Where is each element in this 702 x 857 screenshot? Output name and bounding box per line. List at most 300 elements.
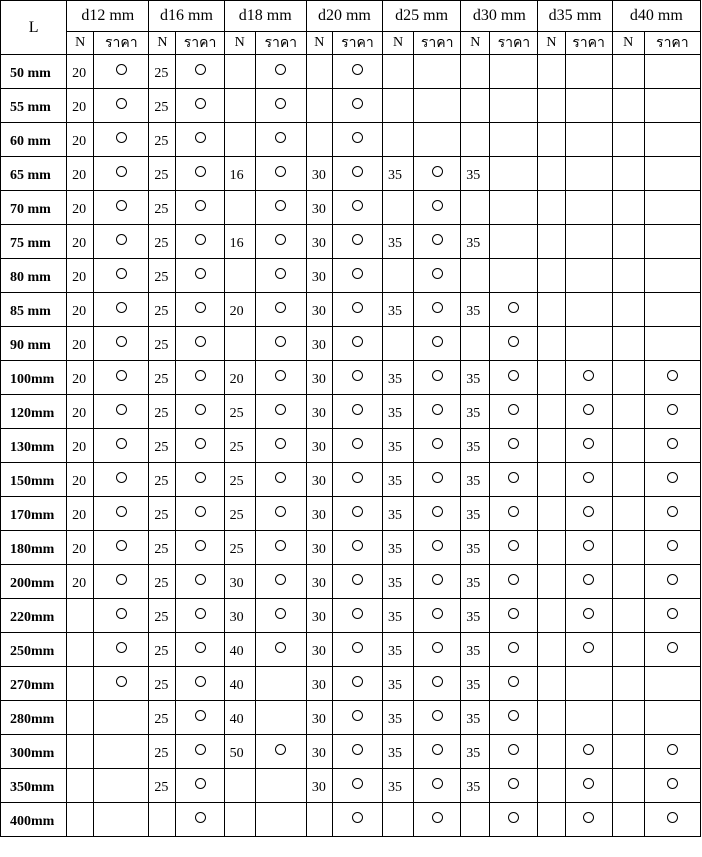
subheader-price: ราคา bbox=[176, 32, 224, 55]
circle-mark-icon bbox=[116, 642, 127, 653]
cell-n-value bbox=[538, 565, 565, 599]
circle-mark-icon bbox=[432, 778, 443, 789]
cell-n-value bbox=[306, 89, 332, 123]
cell-n-value: 35 bbox=[461, 497, 490, 531]
cell-price-mark bbox=[490, 259, 538, 293]
cell-price-mark bbox=[332, 531, 382, 565]
circle-mark-icon bbox=[275, 540, 286, 551]
row-length-label: 300mm bbox=[1, 735, 67, 769]
row-length-label: 90 mm bbox=[1, 327, 67, 361]
cell-price-mark bbox=[414, 191, 461, 225]
cell-price-mark bbox=[644, 293, 700, 327]
cell-price-mark bbox=[565, 803, 612, 837]
cell-price-mark bbox=[94, 429, 149, 463]
row-length-label: 60 mm bbox=[1, 123, 67, 157]
cell-price-mark bbox=[94, 55, 149, 89]
cell-n-value: 20 bbox=[67, 225, 94, 259]
circle-mark-icon bbox=[116, 540, 127, 551]
cell-price-mark bbox=[644, 259, 700, 293]
circle-mark-icon bbox=[352, 268, 363, 279]
cell-n-value bbox=[612, 769, 644, 803]
group-header-d20: d20 mm bbox=[306, 1, 382, 32]
subheader-n: N bbox=[67, 32, 94, 55]
circle-mark-icon bbox=[508, 370, 519, 381]
table-row bbox=[1, 293, 701, 327]
circle-mark-icon bbox=[275, 642, 286, 653]
cell-price-mark bbox=[332, 395, 382, 429]
row-length-label: 150mm bbox=[1, 463, 67, 497]
circle-mark-icon bbox=[116, 132, 127, 143]
cell-n-value bbox=[612, 463, 644, 497]
cell-price-mark bbox=[94, 361, 149, 395]
cell-n-value bbox=[224, 803, 255, 837]
cell-price-mark bbox=[490, 157, 538, 191]
table-row bbox=[1, 429, 701, 463]
cell-price-mark bbox=[176, 55, 224, 89]
circle-mark-icon bbox=[116, 234, 127, 245]
cell-n-value bbox=[306, 123, 332, 157]
circle-mark-icon bbox=[275, 200, 286, 211]
cell-price-mark bbox=[332, 327, 382, 361]
cell-n-value bbox=[383, 803, 414, 837]
cell-n-value: 25 bbox=[149, 565, 176, 599]
cell-n-value: 25 bbox=[224, 395, 255, 429]
group-header-d25: d25 mm bbox=[383, 1, 461, 32]
cell-n-value bbox=[306, 803, 332, 837]
cell-price-mark bbox=[414, 463, 461, 497]
cell-price-mark bbox=[414, 157, 461, 191]
cell-price-mark bbox=[94, 735, 149, 769]
cell-price-mark bbox=[414, 89, 461, 123]
cell-price-mark bbox=[176, 123, 224, 157]
cell-price-mark bbox=[490, 667, 538, 701]
circle-mark-icon bbox=[508, 642, 519, 653]
cell-n-value: 25 bbox=[149, 701, 176, 735]
cell-price-mark bbox=[565, 565, 612, 599]
cell-price-mark bbox=[414, 531, 461, 565]
circle-mark-icon bbox=[508, 506, 519, 517]
circle-mark-icon bbox=[508, 404, 519, 415]
row-length-label: 50 mm bbox=[1, 55, 67, 89]
cell-price-mark bbox=[255, 293, 306, 327]
cell-n-value bbox=[224, 191, 255, 225]
circle-mark-icon bbox=[667, 574, 678, 585]
header-row-groups bbox=[1, 1, 701, 32]
cell-price-mark bbox=[644, 361, 700, 395]
circle-mark-icon bbox=[583, 812, 594, 823]
circle-mark-icon bbox=[432, 710, 443, 721]
circle-mark-icon bbox=[275, 132, 286, 143]
cell-n-value: 35 bbox=[383, 429, 414, 463]
cell-price-mark bbox=[490, 395, 538, 429]
cell-n-value bbox=[538, 395, 565, 429]
circle-mark-icon bbox=[352, 404, 363, 415]
cell-n-value bbox=[538, 803, 565, 837]
cell-price-mark bbox=[565, 327, 612, 361]
cell-price-mark bbox=[565, 55, 612, 89]
circle-mark-icon bbox=[275, 438, 286, 449]
length-header: L bbox=[1, 1, 67, 55]
cell-n-value: 25 bbox=[149, 463, 176, 497]
cell-price-mark bbox=[332, 667, 382, 701]
cell-price-mark bbox=[332, 429, 382, 463]
cell-price-mark bbox=[490, 735, 538, 769]
cell-n-value: 30 bbox=[224, 565, 255, 599]
cell-n-value: 35 bbox=[383, 701, 414, 735]
circle-mark-icon bbox=[352, 812, 363, 823]
cell-price-mark bbox=[255, 565, 306, 599]
cell-n-value bbox=[612, 259, 644, 293]
cell-price-mark bbox=[94, 89, 149, 123]
circle-mark-icon bbox=[352, 676, 363, 687]
cell-n-value bbox=[538, 497, 565, 531]
circle-mark-icon bbox=[352, 98, 363, 109]
cell-n-value: 35 bbox=[383, 361, 414, 395]
cell-n-value bbox=[67, 769, 94, 803]
circle-mark-icon bbox=[275, 336, 286, 347]
circle-mark-icon bbox=[352, 370, 363, 381]
cell-price-mark bbox=[332, 293, 382, 327]
cell-n-value: 25 bbox=[149, 633, 176, 667]
cell-n-value: 35 bbox=[383, 633, 414, 667]
cell-n-value: 25 bbox=[224, 531, 255, 565]
circle-mark-icon bbox=[432, 472, 443, 483]
cell-n-value bbox=[67, 667, 94, 701]
cell-price-mark bbox=[644, 327, 700, 361]
cell-price-mark bbox=[176, 565, 224, 599]
cell-price-mark bbox=[414, 327, 461, 361]
cell-n-value bbox=[67, 803, 94, 837]
table-row bbox=[1, 327, 701, 361]
circle-mark-icon bbox=[583, 744, 594, 755]
row-length-label: 100mm bbox=[1, 361, 67, 395]
circle-mark-icon bbox=[352, 336, 363, 347]
cell-n-value: 25 bbox=[149, 531, 176, 565]
subheader-n: N bbox=[461, 32, 490, 55]
circle-mark-icon bbox=[432, 336, 443, 347]
row-length-label: 70 mm bbox=[1, 191, 67, 225]
cell-n-value bbox=[612, 803, 644, 837]
circle-mark-icon bbox=[508, 608, 519, 619]
cell-price-mark bbox=[176, 633, 224, 667]
circle-mark-icon bbox=[275, 302, 286, 313]
cell-n-value bbox=[612, 191, 644, 225]
circle-mark-icon bbox=[116, 574, 127, 585]
cell-n-value: 25 bbox=[149, 395, 176, 429]
cell-n-value bbox=[383, 191, 414, 225]
cell-n-value bbox=[538, 293, 565, 327]
table-row bbox=[1, 191, 701, 225]
circle-mark-icon bbox=[508, 336, 519, 347]
cell-price-mark bbox=[94, 225, 149, 259]
row-length-label: 280mm bbox=[1, 701, 67, 735]
cell-n-value bbox=[538, 463, 565, 497]
cell-price-mark bbox=[332, 565, 382, 599]
cell-price-mark bbox=[644, 497, 700, 531]
circle-mark-icon bbox=[583, 540, 594, 551]
subheader-n: N bbox=[612, 32, 644, 55]
cell-n-value: 35 bbox=[383, 599, 414, 633]
cell-n-value bbox=[612, 157, 644, 191]
cell-n-value bbox=[224, 123, 255, 157]
cell-price-mark bbox=[94, 463, 149, 497]
circle-mark-icon bbox=[432, 234, 443, 245]
cell-n-value bbox=[224, 327, 255, 361]
row-length-label: 85 mm bbox=[1, 293, 67, 327]
cell-n-value bbox=[612, 55, 644, 89]
row-length-label: 130mm bbox=[1, 429, 67, 463]
cell-price-mark bbox=[94, 531, 149, 565]
circle-mark-icon bbox=[352, 132, 363, 143]
circle-mark-icon bbox=[583, 370, 594, 381]
cell-n-value: 35 bbox=[383, 157, 414, 191]
cell-price-mark bbox=[644, 55, 700, 89]
circle-mark-icon bbox=[352, 642, 363, 653]
cell-n-value: 30 bbox=[306, 259, 332, 293]
cell-n-value: 35 bbox=[461, 701, 490, 735]
circle-mark-icon bbox=[352, 302, 363, 313]
cell-price-mark bbox=[565, 429, 612, 463]
cell-n-value: 20 bbox=[67, 463, 94, 497]
circle-mark-icon bbox=[275, 370, 286, 381]
cell-n-value bbox=[224, 89, 255, 123]
cell-n-value bbox=[67, 701, 94, 735]
circle-mark-icon bbox=[508, 744, 519, 755]
circle-mark-icon bbox=[432, 268, 443, 279]
cell-n-value: 25 bbox=[149, 497, 176, 531]
cell-price-mark bbox=[414, 803, 461, 837]
cell-n-value: 30 bbox=[306, 293, 332, 327]
circle-mark-icon bbox=[667, 642, 678, 653]
circle-mark-icon bbox=[195, 574, 206, 585]
cell-n-value: 35 bbox=[461, 157, 490, 191]
cell-n-value bbox=[224, 259, 255, 293]
cell-n-value bbox=[67, 735, 94, 769]
cell-n-value bbox=[461, 123, 490, 157]
cell-n-value: 35 bbox=[461, 667, 490, 701]
cell-price-mark bbox=[332, 157, 382, 191]
cell-price-mark bbox=[565, 735, 612, 769]
cell-n-value: 30 bbox=[224, 599, 255, 633]
cell-n-value: 35 bbox=[383, 225, 414, 259]
cell-price-mark bbox=[332, 803, 382, 837]
cell-n-value: 35 bbox=[461, 395, 490, 429]
cell-price-mark bbox=[565, 361, 612, 395]
cell-price-mark bbox=[565, 395, 612, 429]
cell-price-mark bbox=[255, 225, 306, 259]
cell-price-mark bbox=[565, 701, 612, 735]
cell-price-mark bbox=[414, 599, 461, 633]
cell-n-value: 50 bbox=[224, 735, 255, 769]
cell-n-value bbox=[224, 769, 255, 803]
cell-n-value: 25 bbox=[149, 361, 176, 395]
circle-mark-icon bbox=[508, 540, 519, 551]
group-header-d40: d40 mm bbox=[612, 1, 700, 32]
cell-price-mark bbox=[332, 89, 382, 123]
circle-mark-icon bbox=[352, 438, 363, 449]
cell-price-mark bbox=[176, 769, 224, 803]
cell-n-value: 25 bbox=[224, 497, 255, 531]
cell-price-mark bbox=[332, 497, 382, 531]
subheader-n: N bbox=[383, 32, 414, 55]
row-length-label: 180mm bbox=[1, 531, 67, 565]
group-header-d16: d16 mm bbox=[149, 1, 224, 32]
table-row bbox=[1, 259, 701, 293]
circle-mark-icon bbox=[195, 608, 206, 619]
table-row bbox=[1, 55, 701, 89]
circle-mark-icon bbox=[432, 540, 443, 551]
cell-price-mark bbox=[94, 565, 149, 599]
cell-n-value bbox=[383, 89, 414, 123]
cell-n-value: 30 bbox=[306, 361, 332, 395]
cell-price-mark bbox=[255, 89, 306, 123]
cell-n-value: 35 bbox=[383, 293, 414, 327]
circle-mark-icon bbox=[195, 540, 206, 551]
cell-price-mark bbox=[644, 463, 700, 497]
cell-n-value: 20 bbox=[67, 531, 94, 565]
cell-n-value bbox=[612, 701, 644, 735]
cell-price-mark bbox=[176, 89, 224, 123]
circle-mark-icon bbox=[195, 336, 206, 347]
cell-price-mark bbox=[565, 259, 612, 293]
cell-price-mark bbox=[490, 55, 538, 89]
cell-price-mark bbox=[414, 293, 461, 327]
circle-mark-icon bbox=[275, 268, 286, 279]
circle-mark-icon bbox=[667, 506, 678, 517]
cell-n-value: 30 bbox=[306, 395, 332, 429]
cell-n-value: 25 bbox=[149, 225, 176, 259]
cell-n-value: 35 bbox=[461, 429, 490, 463]
circle-mark-icon bbox=[352, 506, 363, 517]
subheader-price: ราคา bbox=[414, 32, 461, 55]
cell-price-mark bbox=[644, 565, 700, 599]
circle-mark-icon bbox=[195, 812, 206, 823]
cell-price-mark bbox=[644, 89, 700, 123]
circle-mark-icon bbox=[352, 744, 363, 755]
cell-price-mark bbox=[644, 531, 700, 565]
cell-price-mark bbox=[565, 191, 612, 225]
group-header-d30: d30 mm bbox=[461, 1, 538, 32]
cell-n-value: 35 bbox=[461, 633, 490, 667]
cell-n-value: 25 bbox=[224, 429, 255, 463]
cell-n-value: 35 bbox=[461, 735, 490, 769]
cell-price-mark bbox=[94, 157, 149, 191]
circle-mark-icon bbox=[195, 778, 206, 789]
cell-price-mark bbox=[94, 191, 149, 225]
cell-price-mark bbox=[94, 803, 149, 837]
cell-n-value bbox=[461, 803, 490, 837]
circle-mark-icon bbox=[195, 302, 206, 313]
cell-n-value: 25 bbox=[149, 123, 176, 157]
cell-price-mark bbox=[565, 633, 612, 667]
cell-price-mark bbox=[94, 259, 149, 293]
cell-n-value bbox=[612, 293, 644, 327]
cell-price-mark bbox=[414, 361, 461, 395]
cell-n-value bbox=[612, 123, 644, 157]
cell-n-value: 16 bbox=[224, 225, 255, 259]
cell-n-value: 25 bbox=[224, 463, 255, 497]
cell-price-mark bbox=[490, 599, 538, 633]
circle-mark-icon bbox=[432, 676, 443, 687]
cell-price-mark bbox=[565, 463, 612, 497]
cell-price-mark bbox=[255, 395, 306, 429]
circle-mark-icon bbox=[275, 574, 286, 585]
cell-price-mark bbox=[94, 769, 149, 803]
circle-mark-icon bbox=[195, 200, 206, 211]
cell-price-mark bbox=[332, 701, 382, 735]
cell-n-value: 25 bbox=[149, 89, 176, 123]
cell-n-value: 25 bbox=[149, 259, 176, 293]
cell-price-mark bbox=[176, 803, 224, 837]
cell-n-value: 40 bbox=[224, 633, 255, 667]
row-length-label: 80 mm bbox=[1, 259, 67, 293]
cell-price-mark bbox=[565, 599, 612, 633]
cell-n-value bbox=[306, 55, 332, 89]
cell-price-mark bbox=[176, 225, 224, 259]
cell-n-value: 25 bbox=[149, 735, 176, 769]
cell-n-value: 20 bbox=[67, 293, 94, 327]
cell-n-value bbox=[612, 735, 644, 769]
circle-mark-icon bbox=[432, 642, 443, 653]
table-row bbox=[1, 123, 701, 157]
cell-n-value: 30 bbox=[306, 531, 332, 565]
table-row bbox=[1, 735, 701, 769]
table-row bbox=[1, 157, 701, 191]
circle-mark-icon bbox=[116, 302, 127, 313]
table-row bbox=[1, 497, 701, 531]
cell-price-mark bbox=[332, 599, 382, 633]
cell-n-value: 30 bbox=[306, 225, 332, 259]
cell-price-mark bbox=[332, 633, 382, 667]
circle-mark-icon bbox=[667, 370, 678, 381]
table-row bbox=[1, 667, 701, 701]
table-row bbox=[1, 361, 701, 395]
cell-price-mark bbox=[255, 259, 306, 293]
circle-mark-icon bbox=[432, 744, 443, 755]
cell-price-mark bbox=[176, 293, 224, 327]
cell-n-value bbox=[538, 191, 565, 225]
cell-n-value: 25 bbox=[149, 293, 176, 327]
cell-n-value: 35 bbox=[461, 361, 490, 395]
cell-n-value bbox=[612, 395, 644, 429]
circle-mark-icon bbox=[432, 608, 443, 619]
cell-n-value: 35 bbox=[461, 531, 490, 565]
cell-n-value: 30 bbox=[306, 463, 332, 497]
cell-n-value bbox=[538, 599, 565, 633]
circle-mark-icon bbox=[352, 234, 363, 245]
circle-mark-icon bbox=[116, 438, 127, 449]
cell-price-mark bbox=[644, 633, 700, 667]
cell-price-mark bbox=[490, 565, 538, 599]
cell-n-value bbox=[67, 633, 94, 667]
cell-price-mark bbox=[94, 327, 149, 361]
cell-n-value: 20 bbox=[67, 259, 94, 293]
cell-price-mark bbox=[176, 327, 224, 361]
cell-n-value bbox=[612, 633, 644, 667]
cell-price-mark bbox=[94, 293, 149, 327]
table-row bbox=[1, 395, 701, 429]
circle-mark-icon bbox=[352, 574, 363, 585]
circle-mark-icon bbox=[432, 200, 443, 211]
cell-n-value bbox=[612, 361, 644, 395]
cell-price-mark bbox=[332, 55, 382, 89]
cell-price-mark bbox=[644, 701, 700, 735]
circle-mark-icon bbox=[116, 676, 127, 687]
circle-mark-icon bbox=[275, 98, 286, 109]
subheader-n: N bbox=[306, 32, 332, 55]
circle-mark-icon bbox=[116, 370, 127, 381]
cell-price-mark bbox=[490, 463, 538, 497]
